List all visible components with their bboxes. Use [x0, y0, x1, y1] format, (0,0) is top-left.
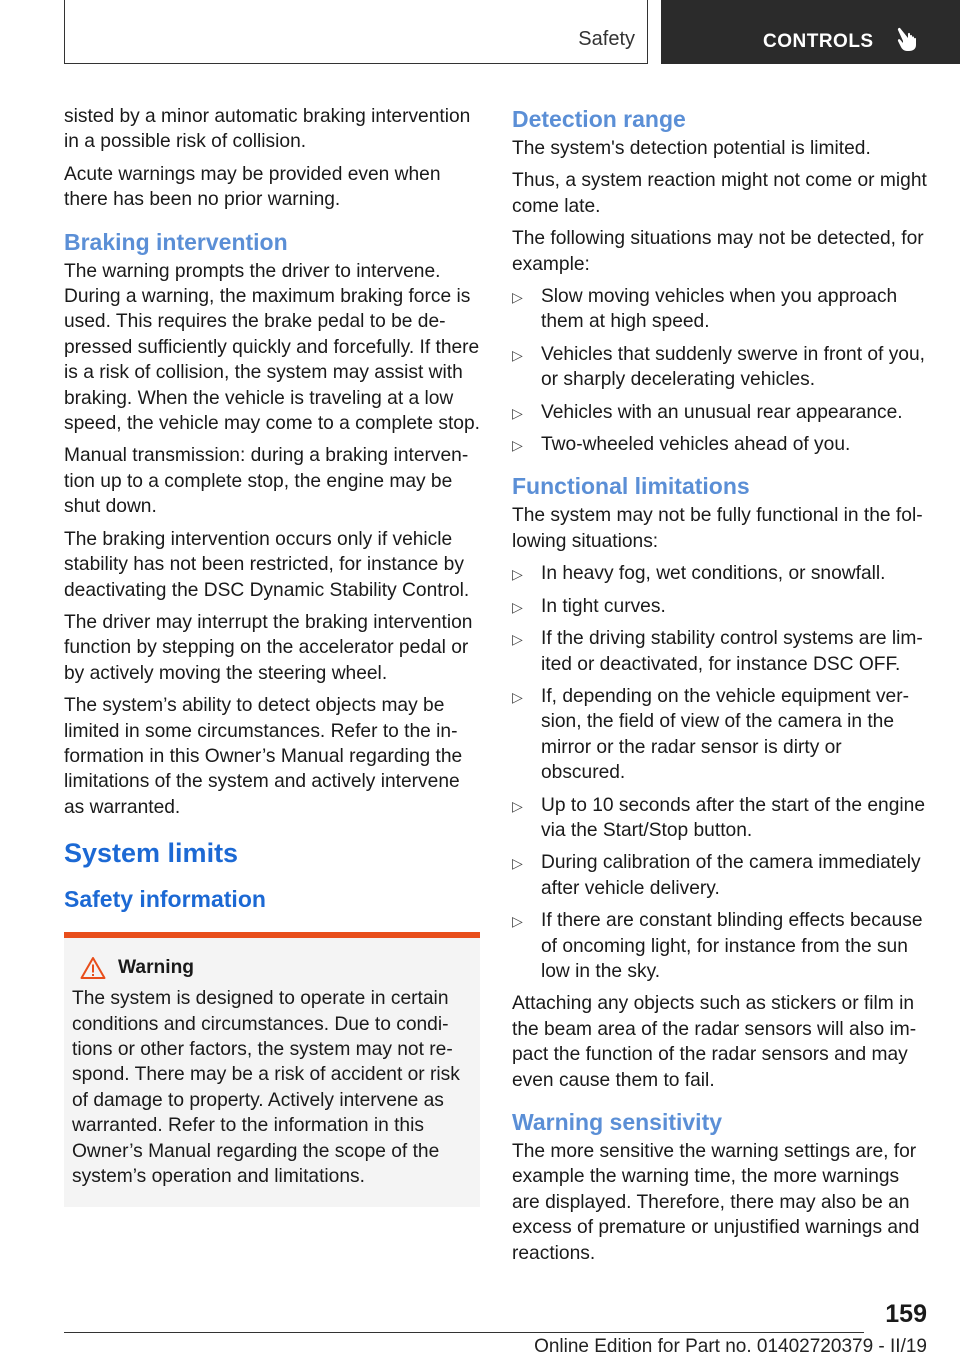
bullet-triangle-icon: ▷: [512, 855, 523, 872]
paragraph: Manual transmission: during a braking intervention up to a complete stop, the engine may be shut down.: [64, 445, 469, 518]
detection-list: [512, 284, 928, 457]
paragraph: The following situations may not be detected, for example:: [512, 228, 924, 275]
paragraph: The driver may interrupt the braking intervention function by stepping on the accelerator pedal or by actively moving the steering wheel.: [64, 611, 473, 684]
warning-triangle-icon: [80, 956, 106, 980]
left-column: [64, 104, 480, 1207]
list-item: ▷ If, depending on the vehicle equipment version, the field of view of the camera in the mirror or the radar sensor is dirty or obscured.: [512, 685, 910, 784]
paragraph: The system's detection potential is limited.: [512, 138, 871, 159]
paragraph: Thus, a system reaction might not come or might come late.: [512, 170, 927, 217]
list-item: ▷ Vehicles with an unusual rear appearance.: [512, 400, 928, 425]
bullet-triangle-icon: ▷: [512, 437, 523, 454]
bullet-triangle-icon: ▷: [512, 289, 523, 306]
bullet-triangle-icon: ▷: [512, 598, 523, 615]
heading-system-limits: System limits: [64, 838, 239, 869]
list-item: ▷ Two-wheeled vehicles ahead of you.: [512, 432, 928, 457]
paragraph: The system’s ability to detect objects may be limited in some circumstances. Refer to the information in this Owner’s Manual regarding the limitations of the system and actively intervene as warranted.: [64, 695, 463, 818]
bullet-triangle-icon: ▷: [512, 346, 523, 363]
heading-warning-sensitivity: Warning sensitivity: [512, 1109, 723, 1135]
header-chapter-tab[interactable]: [661, 0, 960, 64]
bullet-triangle-icon: ▷: [512, 913, 523, 930]
bullet-triangle-icon: ▷: [512, 797, 523, 814]
list-item: ▷ Slow moving vehicles when you approach them at high speed.: [512, 286, 898, 333]
paragraph: The braking intervention occurs only if vehicle stability has not been restricted, for instance by deactivating the DSC Dynamic Stability Control.: [64, 528, 470, 601]
paragraph: The system may not be fully functional in the following situations:: [512, 505, 923, 552]
bullet-triangle-icon: ▷: [512, 404, 523, 421]
heading-detection-range: Detection range: [512, 106, 686, 132]
section-title: Safety: [578, 28, 635, 50]
paragraph: The more sensitive the warning settings are, for example the warning time, the more warnings are displayed. Therefore, there may also be an excess of premature or unjustified warnings and reactions.: [512, 1141, 920, 1264]
paragraph: The warning prompts the driver to intervene. During a warning, the maximum braking force is used. This requires the brake pedal to be depressed sufficiently quickly and forcefully. If there is a risk of collision, the system may assist with braking. When the vehicle is traveling at a low speed, the vehicle may come to a complete stop.: [64, 260, 480, 435]
pointing-hand-icon: [897, 26, 919, 52]
list-item: ▷ In heavy fog, wet conditions, or snowfall.: [512, 561, 928, 586]
warning-box: [64, 932, 480, 1207]
list-item: ▷ During calibration of the camera immediately after vehicle delivery.: [512, 852, 921, 899]
chapter-title: CONTROLS: [763, 31, 874, 52]
list-item: ▷ If the driving stability control systems are limited or deactivated, for instance DSC OFF.: [512, 628, 923, 675]
heading-braking-intervention: Braking intervention: [64, 228, 288, 255]
warning-title: Warning: [118, 957, 195, 979]
heading-safety-information: Safety information: [64, 886, 266, 913]
limitations-list: [512, 561, 928, 984]
list-item: ▷ Up to 10 seconds after the start of the engine via the Start/Stop button.: [512, 794, 925, 841]
list-item: ▷ In tight curves.: [512, 594, 928, 619]
bullet-triangle-icon: ▷: [512, 566, 523, 583]
right-column: [512, 104, 928, 1273]
list-item: ▷ Vehicles that suddenly swerve in front of you, or sharply decelerating vehicles.: [512, 343, 925, 391]
bullet-triangle-icon: ▷: [512, 688, 523, 705]
footer-divider: [64, 1332, 864, 1333]
paragraph: Acute warnings may be provided even when there has been no prior warning.: [64, 163, 441, 211]
warning-text: The system is designed to operate in certain conditions and circumstances. Due to conditions or other factors, the system may not respond. There may be a risk of accident or risk of damage to property. Actively intervene as warranted. Refer to the information in this Owner’s Manual regarding the scope of the system’s operation and limitations.: [72, 988, 460, 1187]
page-number: 159: [885, 1300, 927, 1328]
paragraph: Attaching any objects such as stickers or film in the beam area of the radar sensors will also impact the function of the radar sensors and may even cause them to fail.: [512, 993, 917, 1091]
header-section-box: [64, 0, 648, 64]
list-item: ▷ If there are constant blinding effects because of oncoming light, for instance from the sun low in the sky.: [512, 910, 923, 982]
heading-functional-limitations: Functional limitations: [512, 473, 750, 500]
edition-note: Online Edition for Part no. 01402720379 - II/19: [534, 1336, 927, 1357]
paragraph: sisted by a minor automatic braking intervention in a possible risk of collision.: [64, 106, 471, 153]
bullet-triangle-icon: ▷: [512, 631, 523, 648]
